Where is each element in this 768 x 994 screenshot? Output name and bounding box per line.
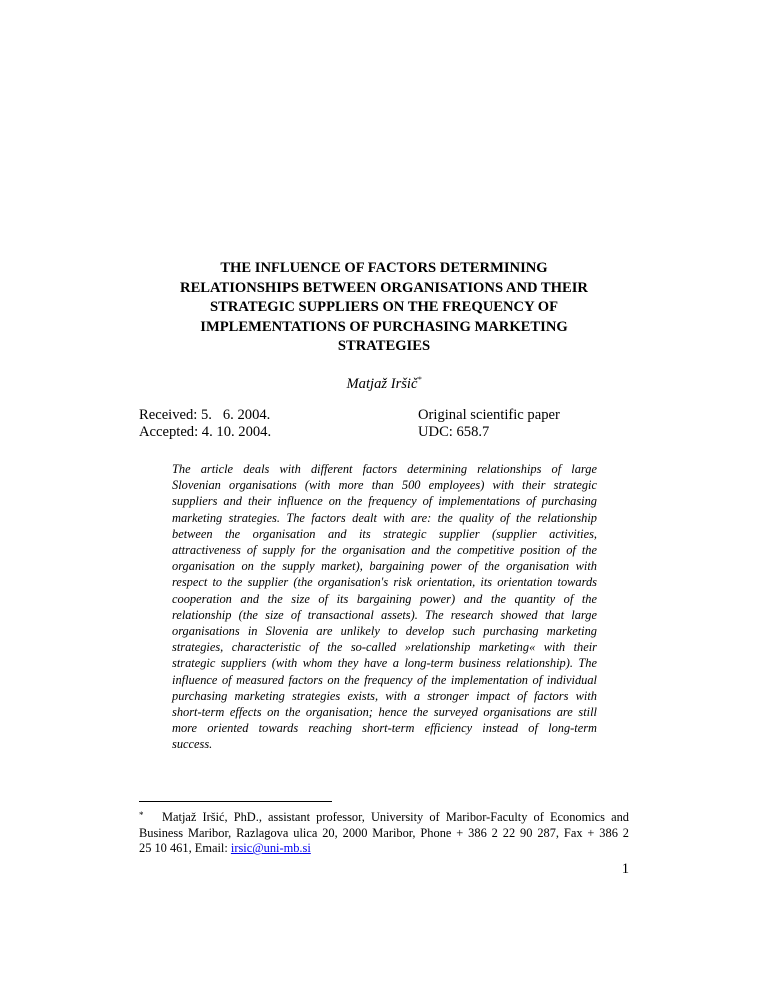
title-line: STRATEGIES (337, 338, 431, 354)
abstract-line: organisation on the supply market), bargaining power of the organisation with (172, 559, 597, 574)
abstract-line: organisations in Slovenia are unlikely to develop such purchasing marketing (172, 624, 597, 639)
abstract-line: respect to the supplier (the organisation's risk orientation, its orientation towards (172, 575, 597, 590)
footnote-line: Matjaž Iršić, PhD., assistant professor, University of Maribor-Faculty of Economics and (162, 810, 629, 824)
title-line: STRATEGIC SUPPLIERS ON THE FREQUENCY OF (209, 299, 558, 315)
footnote-mark: * (139, 810, 144, 820)
abstract-line: cooperation and the size of its bargaining power) and the quantity of the (172, 591, 597, 606)
abstract-line: more oriented towards reaching short-term efficiency instead of long-term (172, 721, 597, 736)
abstract-line: The article deals with different factors determining relationships of large (172, 462, 597, 476)
udc-code: UDC: 658.7 (418, 423, 490, 440)
footnote-line: Business Maribor, Razlagova ulica 20, 2000 Maribor, Phone + 386 2 22 90 287, Fax + 386 2 (139, 825, 629, 840)
title-line: THE INFLUENCE OF FACTORS DETERMINING (220, 260, 548, 276)
abstract-line: purchasing marketing strategies exists, with a stronger impact of factors with (172, 688, 597, 703)
accepted-date: Accepted: 4. 10. 2004. (139, 423, 272, 440)
footnote-separator (139, 801, 332, 802)
submission-dates (139, 407, 271, 440)
abstract-line: marketing strategies. The factors dealt with are: the quality of the relationship (172, 510, 597, 525)
abstract-line: strategies, characteristic of the so-called »relationship marketing« with their (172, 640, 597, 655)
abstract-line: success. (172, 737, 213, 752)
title-line: IMPLEMENTATIONS OF PURCHASING MARKETING (200, 318, 568, 335)
author-email-link[interactable]: irsic@uni-mb.si (230, 841, 311, 855)
abstract-line: Slovenian organisations (with more than 500 employees) with their strategic (172, 478, 597, 493)
title-line: RELATIONSHIPS BETWEEN ORGANISATIONS AND THEIR (180, 279, 588, 296)
abstract (172, 461, 597, 753)
abstract-line: attractiveness of supply for the organisation and the competitive position of the (172, 543, 597, 558)
abstract-line: short-term effects on the organisation; hence the surveyed organisations are still (172, 705, 597, 720)
abstract-line: suppliers and their influence on the frequency of implementations of purchasing (172, 494, 597, 509)
author-line (0, 376, 768, 393)
abstract-line: influence of measured factors on the frequency of the implementation of individual (172, 672, 597, 687)
footnote-line (139, 841, 629, 857)
abstract-line: relationship (the size of transactional assets). The research showed that large (172, 607, 597, 622)
page-number: 1 (621, 861, 629, 877)
author-name: Matjaž Iršič (346, 376, 418, 392)
author-footnote-mark: * (417, 375, 422, 385)
paper-classification (418, 407, 560, 440)
received-date: Received: 5. 6. 2004. (139, 407, 271, 423)
paper-title (130, 259, 638, 357)
abstract-line: strategic suppliers (with whom they have a long-term business relationship). The (172, 656, 597, 671)
footnote-contact-prefix: 25 10 461, Email: (139, 841, 231, 855)
abstract-line: between the organisation and its strategic supplier (supplier activities, (172, 526, 597, 541)
author-footnote (139, 810, 629, 857)
paper-type: Original scientific paper (418, 407, 560, 423)
